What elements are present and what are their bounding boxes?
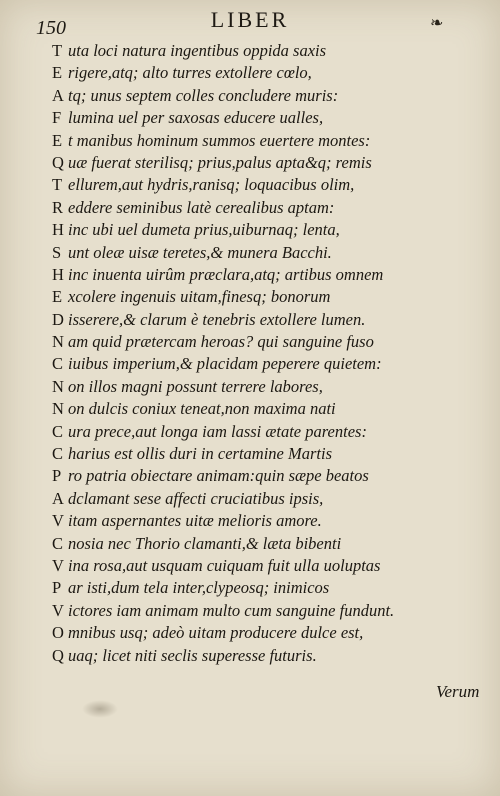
verse-text: ro patria obiectare animam:quin sæpe beatos xyxy=(68,466,369,486)
verse-initial: T xyxy=(52,175,63,195)
verse-text: eddere seminibus latè cerealibus aptam: xyxy=(68,197,335,217)
verse-line xyxy=(52,600,472,622)
verse-text: unt oleæ uisæ teretes,& munera Bacchi. xyxy=(68,242,332,262)
page-number: 150 xyxy=(36,17,66,39)
verse-line xyxy=(52,533,472,555)
verse-text: isserere,& clarum è tenebris extollere lumen. xyxy=(68,309,366,329)
verse-initial: P xyxy=(52,466,62,486)
verse-initial: E xyxy=(52,287,63,307)
verse-initial: C xyxy=(52,354,64,374)
verse-line xyxy=(52,130,472,152)
verse-line xyxy=(52,398,472,420)
verse-line xyxy=(52,197,472,219)
verse-line xyxy=(52,555,472,577)
verse-text: lumina uel per saxosas educere ualles, xyxy=(68,108,324,128)
verse-text: on dulcis coniux teneat,non maxima nati xyxy=(68,399,336,419)
verse-text: tq; unus septem colles concludere muris: xyxy=(68,85,339,105)
verse-initial: E xyxy=(52,130,63,150)
verse-initial: C xyxy=(52,421,64,441)
verse-line xyxy=(52,465,472,487)
verse-initial: C xyxy=(52,444,64,464)
verse-text: uta loci natura ingentibus oppida saxis xyxy=(68,41,327,60)
verse-line xyxy=(52,174,472,196)
verse-text: ura prece,aut longa iam lassi ætate parentes: xyxy=(68,421,367,441)
verse-text: xcolere ingenuis uitam,finesq; bonorum xyxy=(68,287,331,307)
verse-line xyxy=(52,376,472,398)
verse-initial: H xyxy=(52,220,64,240)
verse-initial: N xyxy=(52,376,64,396)
verse-initial: O xyxy=(52,623,64,643)
ink-stain xyxy=(82,700,118,718)
verse-line xyxy=(52,622,472,644)
verse-text: am quid prætercam heroas? qui sanguine fuso xyxy=(68,332,374,352)
verse-text: on illos magni possunt terrere labores, xyxy=(68,376,323,396)
verse-text: uæ fuerat sterilisq; prius,palus apta&q; remis xyxy=(68,152,372,172)
verse-text: ictores iam animam multo cum sanguine fundunt. xyxy=(68,600,395,620)
verse-initial: P xyxy=(52,578,62,598)
verse-text: t manibus hominum summos euertere montes: xyxy=(68,130,371,150)
verse-initial: R xyxy=(52,197,64,217)
verse-line xyxy=(52,219,472,241)
verse-text: itam aspernantes uitæ melioris amore. xyxy=(68,511,322,531)
verse-initial: S xyxy=(52,242,62,262)
verse-line xyxy=(52,62,472,84)
verse-text: uaq; licet niti seclis superesse futuris. xyxy=(68,645,317,665)
verse-line xyxy=(52,85,472,107)
verse-initial: F xyxy=(52,108,62,128)
verse-line xyxy=(52,242,472,264)
verse-text: inc ubi uel dumeta prius,uiburnaq; lenta, xyxy=(68,220,340,240)
verse-line xyxy=(52,309,472,331)
verse-initial: D xyxy=(52,309,64,329)
verse-text: rigere,atq; alto turres extollere cœlo, xyxy=(68,63,312,83)
verse-initial: N xyxy=(52,399,64,419)
verse-initial: A xyxy=(52,488,64,508)
verse-line xyxy=(52,331,472,353)
verse-initial: N xyxy=(52,332,64,352)
verse-text: nosia nec Thorio clamanti,& læta bibenti xyxy=(68,533,342,553)
verse-line xyxy=(52,286,472,308)
verse-text: ina rosa,aut usquam cuiquam fuit ulla uoluptas xyxy=(68,555,381,575)
verse-initial: V xyxy=(52,555,64,575)
verse-initial: C xyxy=(52,533,64,553)
verse-text: ar isti,dum tela inter,clypeosq; inimicos xyxy=(68,578,330,598)
verse-initial: E xyxy=(52,63,63,83)
verse-text: dclamant sese affecti cruciatibus ipsis, xyxy=(68,488,324,508)
verse-line xyxy=(52,510,472,532)
verse-line xyxy=(52,264,472,286)
verse-line xyxy=(52,107,472,129)
verse-initial: V xyxy=(52,511,64,531)
verse-line xyxy=(52,152,472,174)
verse-line xyxy=(52,488,472,510)
verse-line xyxy=(52,443,472,465)
verse-block xyxy=(52,40,472,667)
verse-initial: Q xyxy=(52,645,64,665)
verse-initial: H xyxy=(52,264,64,284)
verse-text: inc inuenta uirûm præclara,atq; artibus omnem xyxy=(68,264,384,284)
verse-text: harius est ollis duri in certamine Martis xyxy=(68,444,332,464)
verse-line xyxy=(52,40,472,62)
verse-line xyxy=(52,645,472,667)
ornament-icon: ❧ xyxy=(430,15,444,32)
verse-initial: Q xyxy=(52,152,64,172)
verse-text: mnibus usq; adeò uitam producere dulce est, xyxy=(68,623,364,643)
verse-text: iuibus imperium,& placidam peperere quietem: xyxy=(68,354,382,374)
running-head: LIBER xyxy=(210,7,290,32)
verse-line xyxy=(52,353,472,375)
verse-line xyxy=(52,577,472,599)
verse-text: ellurem,aut hydris,ranisq; loquacibus olim, xyxy=(68,175,355,195)
catchword: Verum xyxy=(436,682,480,701)
verse-initial: V xyxy=(52,600,64,620)
verse-initial: T xyxy=(52,41,63,60)
verse-line xyxy=(52,421,472,443)
verse-initial: A xyxy=(52,85,64,105)
